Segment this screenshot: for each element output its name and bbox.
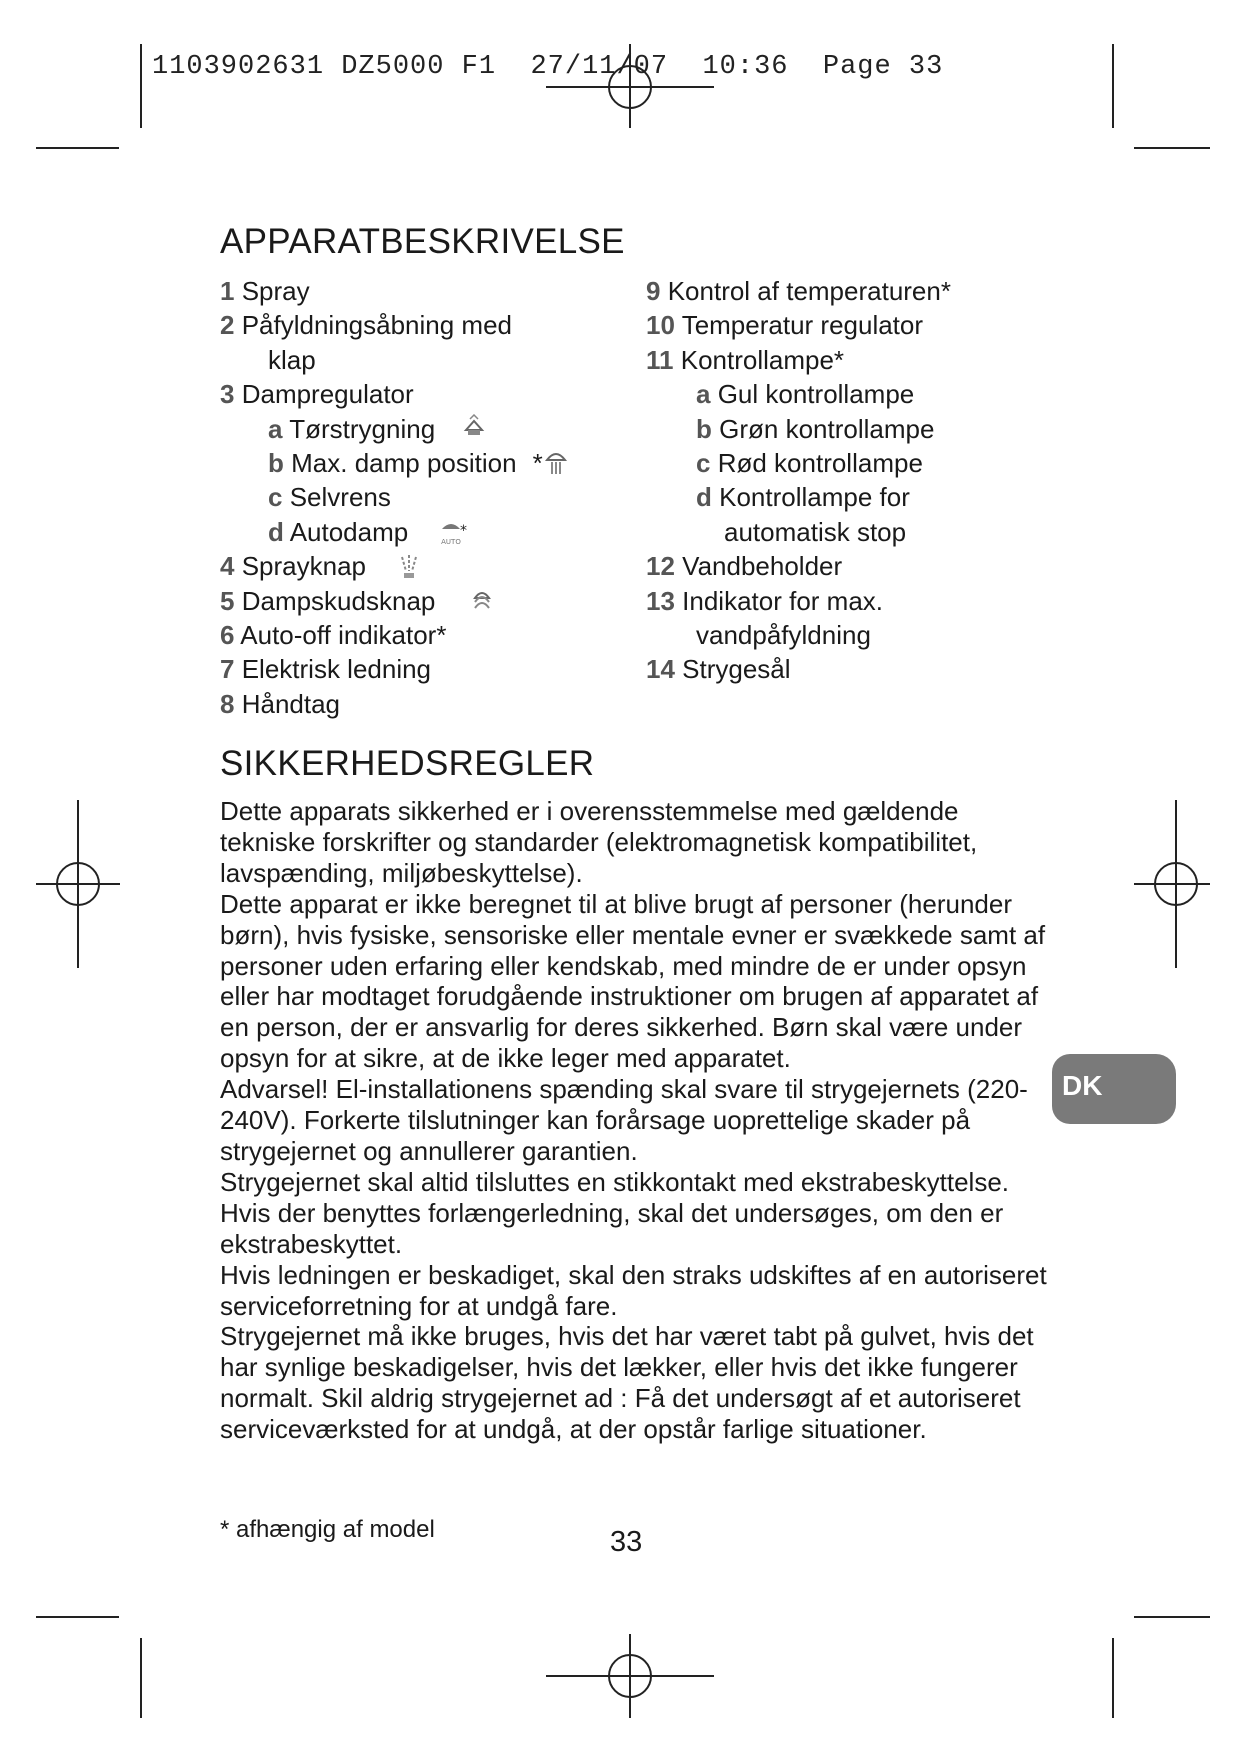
description-title: APPARATBESKRIVELSE (220, 222, 625, 261)
list-item: a Gul kontrollampe (696, 379, 915, 410)
list-item: 11 Kontrollampe* (646, 344, 845, 375)
crop-mark (1134, 147, 1210, 149)
list-item: 12 Vandbeholder (646, 551, 843, 582)
list-item: b Grøn kontrollampe (696, 413, 935, 444)
safety-paragraph: Dette apparats sikkerhed er i overensstemmelse med gældende tekniske forskrifter og standarder (elektromagnetisk kompatibilitet, lavspænding, miljøbeskyttelse). (220, 796, 978, 888)
steam-burst-icon (469, 586, 495, 616)
footnote: * afhængig af model (220, 1516, 435, 1543)
safety-paragraph: Strygejernet skal altid tilsluttes en stikkontakt med ekstrabeskyttelse. Hvis der benyttes forlængerledning, skal det undersøges, om den er ekstrabeskyttet. (220, 1166, 1010, 1259)
crop-mark (140, 44, 142, 128)
language-tab-label: DK (1062, 1070, 1103, 1101)
max-steam-icon (543, 448, 569, 478)
safety-title: SIKKERHEDSREGLER (220, 744, 595, 783)
parts-list-right (646, 274, 1066, 687)
spray-button-icon (396, 551, 422, 581)
crop-mark (1112, 1638, 1114, 1718)
safety-paragraph: Advarsel! El-installationens spænding skal svare til strygejernets (220-240V). Forkerte tilslutninger kan forårsage uoprettelige skader på strygejernet og annullerer garantien. (220, 1074, 1028, 1166)
registration-mark-bottom (546, 1634, 714, 1718)
list-item: vandpåfyldning (696, 619, 871, 650)
list-item: 8 Håndtag (220, 688, 341, 719)
crop-mark (1112, 44, 1114, 128)
list-item: 2 Påfyldningsåbning med (220, 310, 512, 341)
list-item: 13 Indikator for max. (646, 585, 884, 616)
crop-mark (1134, 1616, 1210, 1618)
svg-text:*: * (460, 522, 468, 539)
list-item: 10 Temperatur regulator (646, 310, 924, 341)
list-item: automatisk stop (724, 516, 907, 547)
print-slug: 1103902631 DZ5000 F1 27/11/07 10:36 Page 33 (152, 52, 944, 82)
list-item: c Selvrens (268, 482, 391, 513)
svg-text:AUTO: AUTO (441, 537, 462, 546)
list-item: klap (268, 344, 316, 375)
list-item: c Rød kontrollampe (696, 447, 923, 478)
safety-text (220, 796, 1050, 1445)
crop-mark (36, 147, 119, 149)
registration-mark-right (1134, 800, 1210, 968)
list-item: d Autodamp AUTO * (268, 516, 468, 547)
list-item: 3 Dampregulator (220, 379, 414, 410)
dry-ironing-icon (461, 414, 487, 444)
list-item: 4 Sprayknap (220, 549, 640, 583)
list-item: a Tørstrygning (220, 412, 640, 446)
registration-mark-left (36, 800, 120, 968)
safety-paragraph: Hvis ledningen er beskadiget, skal den straks udskiftes af en autoriseret serviceforretning for at undgå fare. (220, 1259, 1047, 1321)
list-item: 9 Kontrol af temperaturen* (646, 276, 951, 306)
auto-steam-icon (434, 517, 468, 547)
safety-paragraph: Dette apparat er ikke beregnet til at blive brugt af personer (herunder børn), hvis fysiske, sensoriske eller mentale evner er svækkede samt af personer uden erfaring eller kendskab, med mindre de er under opsyn eller har modtaget forudgående instruktioner om brugen af apparatet af en person, der er ansvarlig for deres sikkerhed. Børn skal være under opsyn for at sikre, at de ikke leger med apparatet. (220, 888, 1046, 1074)
parts-list-left (220, 274, 640, 721)
page-number: 33 (610, 1526, 643, 1558)
list-item: 14 Strygesål (646, 654, 791, 685)
list-item: 7 Elektrisk ledning (220, 654, 432, 685)
list-item: 6 Auto-off indikator* (220, 619, 447, 650)
list-item: 1 Spray (220, 276, 310, 306)
crop-mark (140, 1638, 142, 1718)
list-item: b Max. damp position * (220, 446, 640, 480)
list-item: d Kontrollampe for (696, 482, 910, 513)
language-tab (1052, 1054, 1176, 1124)
list-item: 5 Dampskudsknap (220, 584, 640, 618)
crop-mark (36, 1616, 119, 1618)
safety-paragraph: Strygejernet må ikke bruges, hvis det har været tabt på gulvet, hvis det har synlige beskadigelser, hvis det lækker, eller hvis det ikke fungerer normalt. Skil aldrig strygejernet ad : Få det undersøgt af et autoriseret serviceværksted for at undgå, at der opstår farlige situationer. (220, 1321, 1034, 1445)
